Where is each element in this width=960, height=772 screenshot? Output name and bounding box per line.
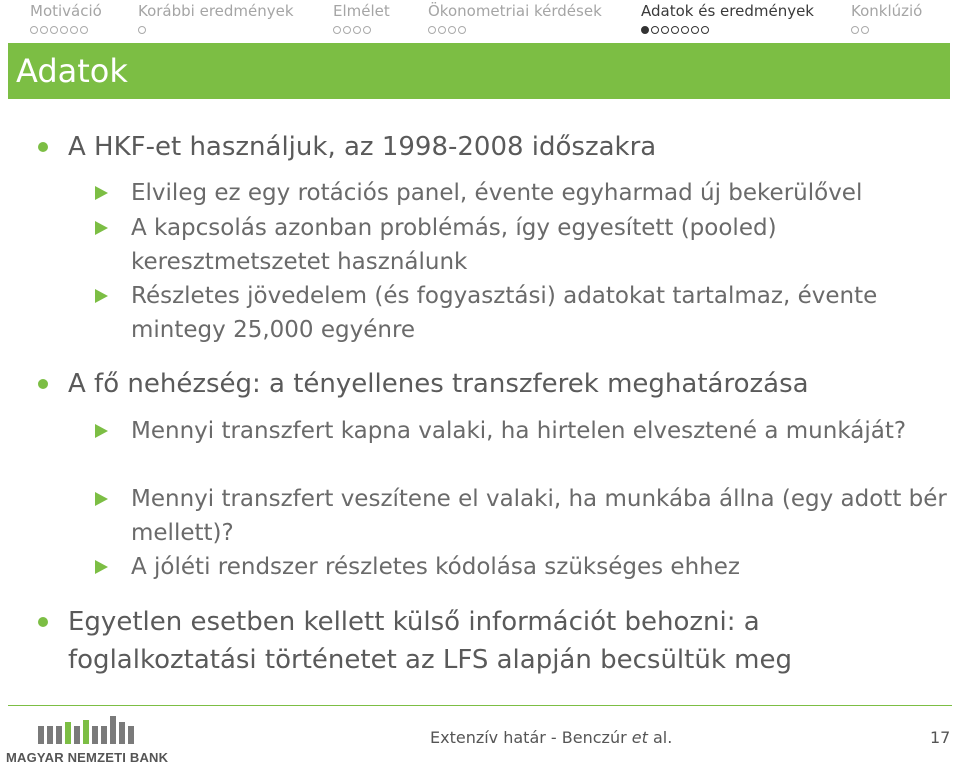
slide-dot-icon[interactable] <box>70 26 78 34</box>
footer-divider <box>8 705 952 706</box>
nav-section-title[interactable]: Korábbi eredmények <box>138 2 294 20</box>
slide-dot-icon[interactable] <box>701 26 709 34</box>
slide-dot-icon[interactable] <box>138 26 146 34</box>
section-navigation <box>0 0 960 44</box>
triangle-bullet-icon <box>95 560 108 574</box>
sub-bullet-item <box>95 176 955 210</box>
nav-section-title[interactable]: Elmélet <box>333 2 390 20</box>
nav-slide-dots <box>428 24 602 36</box>
sub-bullet-text: Elvileg ez egy rotációs panel, évente egyharmad új bekerülővel <box>131 180 863 206</box>
triangle-bullet-icon <box>95 492 108 506</box>
nav-slide-dots <box>333 24 390 36</box>
bullet-text: A HKF-et használjuk, az 1998-2008 időszakra <box>68 132 657 162</box>
slide-dot-icon[interactable] <box>651 26 659 34</box>
slide-dot-icon[interactable] <box>353 26 361 34</box>
sub-bullet-item <box>95 482 955 550</box>
bullet-item <box>38 603 943 679</box>
triangle-bullet-icon <box>95 289 108 303</box>
sub-bullet-text: Mennyi transzfert kapna valaki, ha hirtelen elvesztené a munkáját? <box>131 418 907 444</box>
nav-slide-dots <box>30 24 102 36</box>
slide-dot-icon[interactable] <box>50 26 58 34</box>
sub-bullet-text: A jóléti rendszer részletes kódolása szükséges ehhez <box>131 554 740 580</box>
slide-title: Adatok <box>16 52 128 90</box>
slide-dot-icon[interactable] <box>458 26 466 34</box>
nav-section-adatok-es-eredmenyek[interactable] <box>641 2 814 36</box>
page-number: 17 <box>930 728 951 747</box>
nav-section-motivacio[interactable] <box>30 2 102 36</box>
slide-dot-icon[interactable] <box>363 26 371 34</box>
sub-bullet-item <box>95 279 955 347</box>
slide-dot-icon[interactable] <box>428 26 436 34</box>
bullet-item <box>38 128 943 166</box>
triangle-bullet-icon <box>95 186 108 200</box>
slide-dot-icon[interactable] <box>861 26 869 34</box>
bullet-text: A fő nehézség: a tényellenes transzferek meghatározása <box>68 369 809 399</box>
slide-dot-icon[interactable] <box>343 26 351 34</box>
mnb-logo <box>4 710 179 770</box>
slide-dot-icon[interactable] <box>671 26 679 34</box>
footer-citation-italic: et <box>631 728 648 747</box>
slide-dot-icon[interactable] <box>60 26 68 34</box>
nav-slide-dots <box>851 24 922 36</box>
slide-dot-icon[interactable] <box>333 26 341 34</box>
bullet-item <box>38 365 943 403</box>
slide-dot-icon[interactable] <box>80 26 88 34</box>
sub-bullet-item <box>95 550 955 584</box>
slide-title-bar <box>8 43 950 99</box>
slide-dot-icon[interactable] <box>641 26 649 34</box>
logo-text: MAGYAR NEMZETI BANK <box>6 750 169 765</box>
nav-section-title[interactable]: Konklúzió <box>851 2 923 20</box>
nav-section-title[interactable]: Adatok és eredmények <box>641 2 814 20</box>
slide-dot-icon[interactable] <box>691 26 699 34</box>
sub-bullet-text: A kapcsolás azonban problémás, így egyesített (pooled) keresztmetszetet használunk <box>131 215 777 275</box>
slide-dot-icon[interactable] <box>40 26 48 34</box>
triangle-bullet-icon <box>95 424 108 438</box>
bullet-text: Egyetlen esetben kellett külső információt behozni: a foglalkoztatási történetet az LFS alapján becsültük meg <box>68 607 792 675</box>
triangle-bullet-icon <box>95 221 108 235</box>
nav-section-korabbi-eredmenyek[interactable] <box>138 2 294 36</box>
slide-dot-icon[interactable] <box>851 26 859 34</box>
nav-section-konkluzio[interactable] <box>851 2 922 36</box>
slide-dot-icon[interactable] <box>681 26 689 34</box>
slide-dot-icon[interactable] <box>438 26 446 34</box>
sub-bullet-item <box>95 414 955 448</box>
nav-slide-dots <box>138 24 294 36</box>
bullet-dot-icon <box>38 379 48 389</box>
sub-bullet-item <box>95 211 955 279</box>
nav-section-title[interactable]: Motiváció <box>30 2 102 20</box>
nav-section-title[interactable]: Ökonometriai kérdések <box>428 2 602 20</box>
sub-bullet-text: Mennyi transzfert veszítene el valaki, ha munkába állna (egy adott bér mellett)? <box>131 486 947 546</box>
slide-dot-icon[interactable] <box>30 26 38 34</box>
nav-section-elmelet[interactable] <box>333 2 390 36</box>
footer-citation-main: Extenzív határ - Benczúr <box>430 728 632 747</box>
sub-bullet-text: Részletes jövedelem (és fogyasztási) adatokat tartalmaz, évente mintegy 25,000 egyénre <box>131 283 878 343</box>
bullet-dot-icon <box>38 617 48 627</box>
logo-bars-icon <box>38 714 148 744</box>
nav-slide-dots <box>641 24 814 36</box>
slide-dot-icon[interactable] <box>448 26 456 34</box>
slide-dot-icon[interactable] <box>661 26 669 34</box>
footer-citation <box>430 728 672 747</box>
bullet-dot-icon <box>38 142 48 152</box>
nav-section-okonometriai-kerdesek[interactable] <box>428 2 602 36</box>
footer-citation-end: al. <box>647 728 673 747</box>
